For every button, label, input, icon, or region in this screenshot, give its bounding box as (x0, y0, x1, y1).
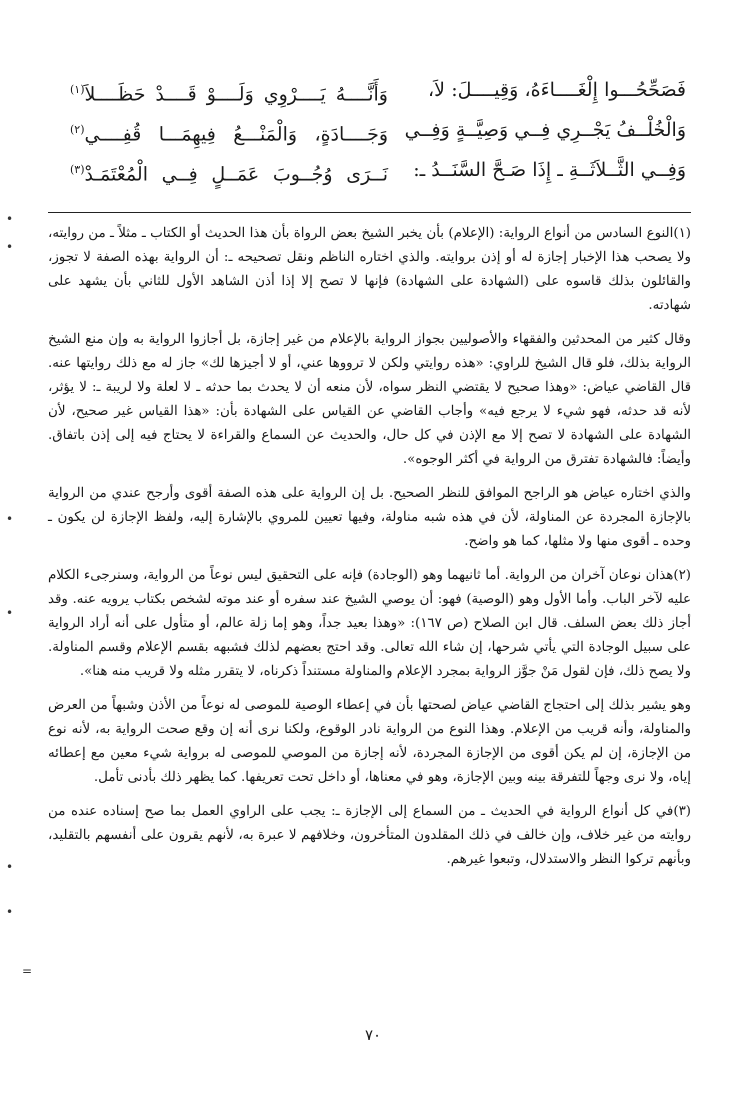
page-number: ٧٠ (364, 1026, 382, 1044)
verse-second-text: نَــرَى وُجُــوبَ عَمَــلٍ فِــي الْمُعْتَمَـدْ (84, 163, 388, 186)
verse-line (70, 70, 686, 110)
footnote-ref: (٢) (70, 123, 85, 136)
margin-mark: • (6, 212, 14, 226)
footnote-divider (48, 212, 691, 213)
footnote-ref: (٣) (70, 163, 85, 176)
footnote-paragraph: (٣)في كل أنواع الرواية في الحديث ـ من السماع إلى الإجازة ـ: يجب على الراوي العمل بما صح إسناده عنده من روايته من غير خلاف، وإن خالف في ذلك المقلدون المتأخرون، وخلافهم لا عبرة به، لأنهم يقرون على أنفسهم بالتقليد، وبأنهم تركوا النظر والاستدلال، وتبعوا غيرهم. (48, 804, 691, 867)
verse-second-text: وَأَنَّــــهُ يَــــرْوِي وَلَــــوْ قَــــدْ حَظَــــلاَ (84, 83, 388, 106)
margin-mark: • (6, 606, 14, 620)
footnote-ref: (١) (70, 83, 85, 96)
footnote-paragraph: والذي اختاره عياض هو الراجح الموافق للنظر الصحيح. بل إن الرواية على هذه الصفة أقوى وأرجح عندي من الرواية بالإجازة المجردة عن المناولة، لأن في هذه شبه مناولة، وفيها تعيين للمروي بالإشارة إليه، ولفظ الإجازة لن يكون ـ وحده ـ أقوى منها ولا مثلها، كما هو واضح. (48, 486, 691, 549)
footnote-paragraph: (١)النوع السادس من أنواع الرواية: (الإعلام) بأن يخبر الشيخ بعض الرواة بأن هذا الحديث أو الكتاب ـ مثلاً ـ من روايته، ولا يصحب هذا الإخبار إجازة له أو إذن بروايته. والذي اختاره الناظم ونقل تصحيحه ـ: أن الرواية بهذه الصفة لا تجوز، والقائلون بذلك قاسوه على (الشهادة على الشهادة) فإنها لا تصح إلا إذا أذن الشاهد الأول للثاني بأن يشهد على شهادته. (48, 226, 691, 313)
verse-second-text: وَجَــــادَةٍ، وَالْمَنْـــعُ فِيهِمَـــا قُفِــــي (84, 123, 388, 146)
footnote-paragraph: وهو يشير بذلك إلى احتجاج القاضي عياض لصحتها بأن في إعطاء الوصية للموصى له نوعاً من الأذن وشبهاً من العرض والمناولة، وأنه قريب من الإعلام. وهذا النوع من الرواية نادر الوقوع، ولكنا نرى أنه إن وقع صحت الرواية به، لأنه نوع من الإجازة، إن لم يكن أقوى من الإجازة المجردة، لأنه إجازة من الموصي للموصى له برواية شيء معين مع إعطائه إياه، ولا نرى وجهاً للتفرقة بينه وبين الإجازة، وهو في معناها، أو داخل تحت تعريفها. كما يظهر ذلك بأدنى تأمل. (48, 698, 691, 785)
margin-mark: • (6, 860, 14, 874)
margin-mark: • (6, 512, 14, 526)
verse-second-hemistich (70, 150, 388, 190)
footnotes (48, 222, 691, 882)
margin-mark: • (6, 905, 14, 919)
margin-mark: = (22, 964, 33, 978)
footnote-paragraph: وقال كثير من المحدثين والفقهاء والأصوليين بجواز الرواية بالإعلام من غير إجازة، بل أجازوا الرواية به وإن منع الشيخ الرواية بذلك، فلو قال الشيخ للراوي: «هذه روايتي ولكن لا ترووها عني، أو لا أجيزها لك» جاز له مع ذلك روايتها عنه. قال القاضي عياض: «وهذا صحيح لا يقتضي النظر سواه، لأن منعه أن لا يحدث بما حدثه ـ لا لعلة ولا لريبة ـ: لا يؤثر، لأنه قد حدثه، فهو شيء لا يرجع فيه» وأجاب القاضي عن القياس على الشهادة بأن: «هذا القياس غير صحيح، لأن الشهادة على الشهادة لا تصح إلا مع الإذن في كل حال، والحديث عن السماع والقراءة لا يحتاج فيه إلى إذن باتفاق. وأيضاً: فالشهادة تفترق من الرواية في أكثر الوجوه». (48, 332, 691, 467)
verse-block (70, 70, 686, 190)
verse-second-hemistich (70, 110, 388, 150)
verse-first-hemistich: وَفِــي الثَّــلاَثَــةِ ـ إِذَا صَـحَّ السَّنَــدُ ـ: (413, 159, 686, 181)
verse-first-hemistich: فَصَحِّحُـــوا إِلْغَــــاءَهُ، وَقِيــــلَ: لاَ، (428, 79, 686, 101)
verse-first-hemistich: وَالْخُلْــفُ يَجْــرِي فِــي وَصِيَّــةٍ وَفِــي (404, 119, 686, 141)
verse-second-hemistich (70, 70, 388, 110)
verse-line (70, 110, 686, 150)
verse-line (70, 150, 686, 190)
margin-mark: • (6, 240, 14, 254)
footnote-paragraph: (٢)هذان نوعان آخران من الرواية. أما ثانيهما وهو (الوجادة) فإنه على التحقيق ليس نوعاً من الرواية، وسنرجىء الكلام عليه لآخر الباب. وأما الأول وهو (الوصية) فهو: أن يوصي الشيخ عند سفره أو عند موته لشخص بكتاب يرويه عنه. وقد أجاز ذلك بعض السلف. قال ابن الصلاح (ص ١٦٧): «وهذا بعيد جداً، وهو إما زلة عالم، أو متأول على أنه أراد الرواية على سبيل الوجادة التي يأتي شرحها، إن شاء الله تعالى. وقد احتج بعضهم لذلك فشبهه بقسم الإعلام وقسم المناولة. ولا يصح ذلك، فإن لقول مَنْ جوَّز الرواية بمجرد الإعلام والمناولة مستنداً ذكرناه، لا يتقرر مثله ولا قريب منه هنا». (48, 568, 691, 679)
